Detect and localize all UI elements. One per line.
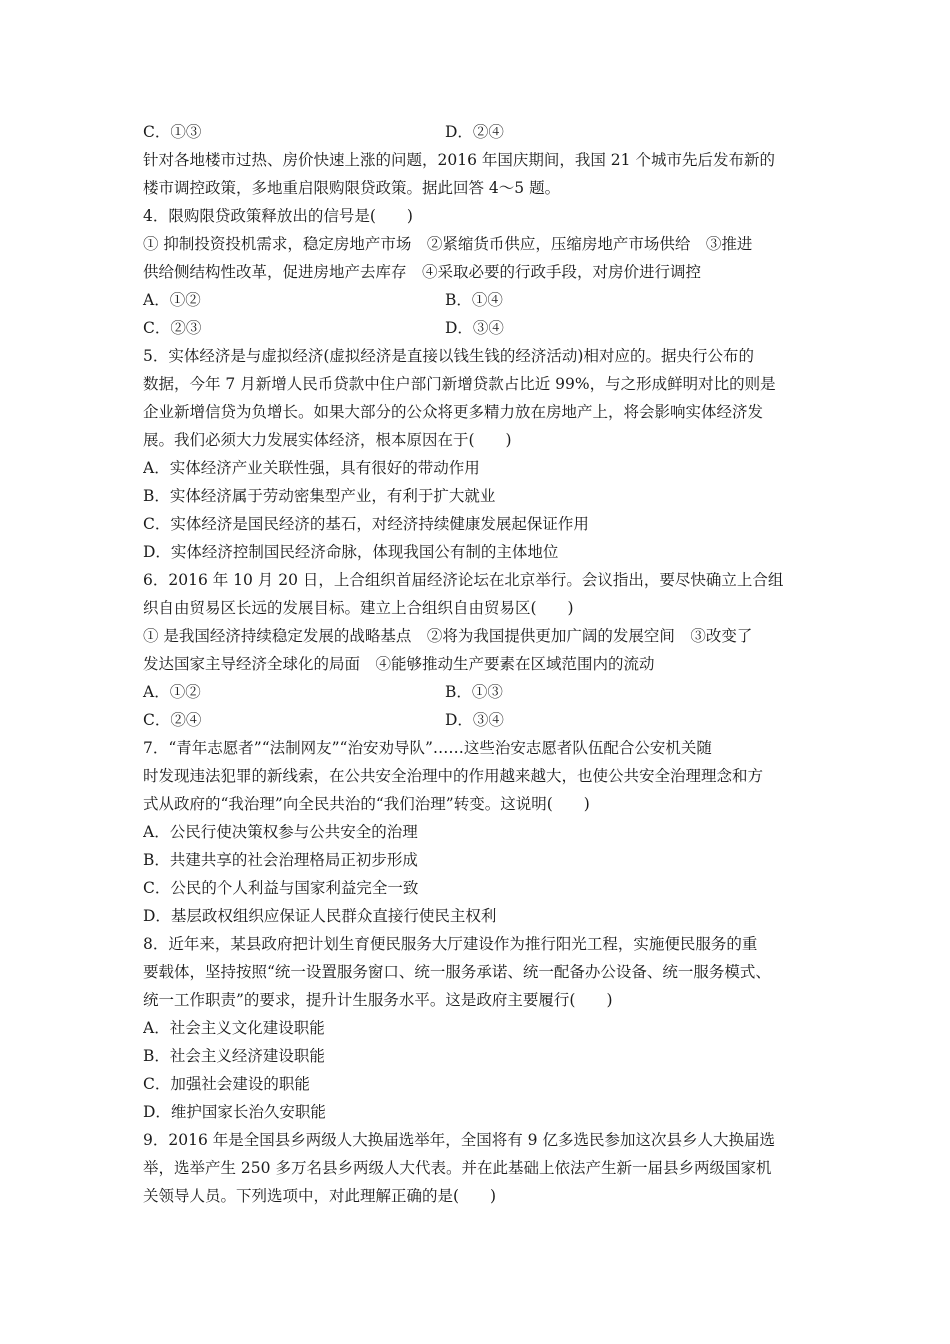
q6-stem-line-2: 织自由贸易区长远的发展目标。建立上合组织自由贸易区( ) [143,599,574,617]
q6-option-b[interactable]: B．①③ [445,683,503,701]
q8-stem-line-3: 统一工作职责”的要求，提升计生服务水平。这是政府主要履行( ) [143,991,613,1009]
q6-stem-line-1: 6．2016 年 10 月 20 日，上合组织首届经济论坛在北京举行。会议指出，要尽快确立上合组 [143,571,784,589]
q5-stem-line-3: 企业新增信贷为负增长。如果大部分的公众将更多精力放在房地产上，将会影响实体经济发 [143,403,764,421]
q4-option-b[interactable]: B．①④ [445,291,503,309]
question-list [143,118,811,1210]
q7-option-d[interactable]: D．基层政权组织应保证人民群众直接行使民主权利 [143,907,497,925]
q5-stem-line-2: 数据，今年 7 月新增人民币贷款中住户部门新增贷款占比近 99%，与之形成鲜明对比的则是 [143,375,776,393]
q6-items-line-2: 发达国家主导经济全球化的局面 ④能够推动生产要素在区域范围内的流动 [143,655,655,673]
q8-option-d[interactable]: D．维护国家长治久安职能 [143,1103,326,1121]
q9-stem-line-1: 9．2016 年是全国县乡两级人大换届选举年，全国将有 9 亿多选民参加这次县乡人大换届选 [143,1131,775,1149]
q5-stem-line-1: 5．实体经济是与虚拟经济(虚拟经济是直接以钱生钱的经济活动)相对应的。据央行公布的 [143,347,754,365]
q8-option-c[interactable]: C．加强社会建设的职能 [143,1075,310,1093]
q5-option-c[interactable]: C．实体经济是国民经济的基石，对经济持续健康发展起保证作用 [143,515,589,533]
q6-option-d[interactable]: D．③④ [445,711,504,729]
q4-items-line-1: ① 抑制投资投机需求，稳定房地产市场 ②紧缩货币供应，压缩房地产市场供给 ③推进 [143,235,753,253]
q3-option-d[interactable]: D．②④ [445,123,504,141]
q9-stem-line-2: 举，选举产生 250 多万名县乡两级人大代表。并在此基础上依法产生新一届县乡两级国家机 [143,1159,772,1177]
q6-options-row-cd [143,706,811,734]
q6-option-a[interactable]: A．①② [143,683,201,701]
q8-stem-line-1: 8．近年来，某县政府把计划生育便民服务大厅建设作为推行阳光工程，实施便民服务的重 [143,935,758,953]
q4-items-line-2: 供给侧结构性改革，促进房地产去库存 ④采取必要的行政手段，对房价进行调控 [143,263,702,281]
q7-stem-line-3: 式从政府的“我治理”向全民共治的“我们治理”转变。这说明( ) [143,795,590,813]
intro-line-2: 楼市调控政策，多地重启限购限贷政策。据此回答 4～5 题。 [143,179,561,197]
q7-option-a[interactable]: A．公民行使决策权参与公共安全的治理 [143,823,418,841]
q6-options-row-ab [143,678,811,706]
q4-option-d[interactable]: D．③④ [445,319,504,337]
q8-option-a[interactable]: A．社会主义文化建设职能 [143,1019,325,1037]
q7-stem-line-1: 7．“青年志愿者”“法制网友”“治安劝导队”……这些治安志愿者队伍配合公安机关随 [143,739,712,757]
q8-option-b[interactable]: B．社会主义经济建设职能 [143,1047,325,1065]
intro-line-1: 针对各地楼市过热、房价快速上涨的问题，2016 年国庆期间，我国 21 个城市先后发布新的 [143,151,775,169]
q5-option-b[interactable]: B．实体经济属于劳动密集型产业，有利于扩大就业 [143,487,496,505]
q8-stem-line-2: 要载体，坚持按照“统一设置服务窗口、统一服务承诺、统一配备办公设备、统一服务模式、 [143,963,771,981]
q4-stem: 4．限购限贷政策释放出的信号是( ) [143,207,413,225]
q3-options-row-cd [143,118,811,146]
q4-option-a[interactable]: A．①② [143,291,201,309]
q3-option-c[interactable]: C．①③ [143,123,202,141]
q7-stem-line-2: 时发现违法犯罪的新线索，在公共安全治理中的作用越来越大，也使公共安全治理理念和方 [143,767,764,785]
q9-stem-line-3: 关领导人员。下列选项中，对此理解正确的是( ) [143,1187,497,1205]
q4-options-row-cd [143,314,811,342]
q7-option-b[interactable]: B．共建共享的社会治理格局正初步形成 [143,851,418,869]
q4-options-row-ab [143,286,811,314]
q5-stem-line-4: 展。我们必须大力发展实体经济，根本原因在于( ) [143,431,512,449]
q6-option-c[interactable]: C．②④ [143,711,202,729]
q5-option-a[interactable]: A．实体经济产业关联性强，具有很好的带动作用 [143,459,480,477]
q4-option-c[interactable]: C．②③ [143,319,202,337]
q6-items-line-1: ① 是我国经济持续稳定发展的战略基点 ②将为我国提供更加广阔的发展空间 ③改变了 [143,627,753,645]
q5-option-d[interactable]: D．实体经济控制国民经济命脉，体现我国公有制的主体地位 [143,543,559,561]
q7-option-c[interactable]: C．公民的个人利益与国家利益完全一致 [143,879,419,897]
